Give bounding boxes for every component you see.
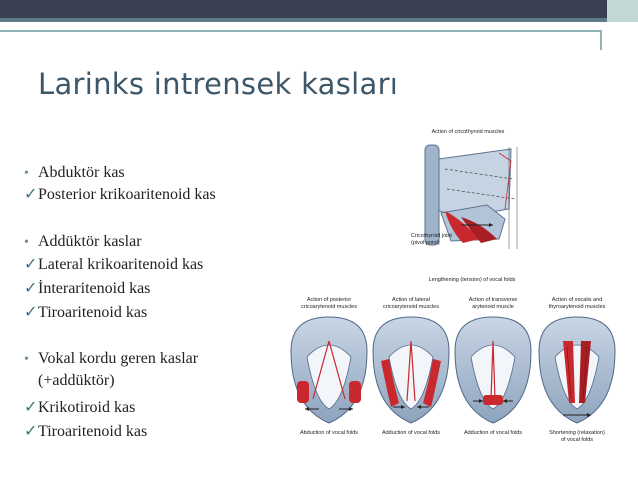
panel-title-transverse: Action of transverse arytenoid muscle: [468, 297, 518, 310]
panel-title-posterior: Action of posterior cricoarytenoid muscles: [301, 297, 357, 310]
top-bar-accent: [607, 0, 638, 22]
slide-title: Larinks intrensek kasları: [38, 67, 399, 101]
checkmark-icon: ✓: [24, 186, 38, 203]
bullet-item: [24, 164, 125, 183]
bullet-dot-icon: •: [24, 235, 29, 250]
bullet-item: [24, 350, 198, 369]
panel-title-lateral: Action of lateral cricoarytenoid muscles: [383, 297, 439, 310]
bullet-text: Abduktör kas: [38, 164, 125, 181]
larynx-panels: [283, 311, 623, 429]
panel-vocalis-thyroarytenoid: [539, 317, 615, 423]
bullet-item: [24, 372, 115, 390]
bullet-item: [24, 233, 142, 252]
bullet-text: Addüktör kaslar: [38, 233, 142, 250]
bullet-text: Krikotiroid kas: [38, 399, 136, 416]
bullet-item: [24, 423, 147, 441]
bullet-item: [24, 280, 150, 298]
panel-caption-lateral: Adduction of vocal folds: [381, 430, 441, 436]
panel-caption-posterior: Abduction of vocal folds: [299, 430, 359, 436]
checkmark-icon: ✓: [24, 423, 38, 440]
panel-title-vocalis: Action of vocalis and thyroarytenoid muscles: [548, 297, 606, 310]
bullet-item: [24, 256, 203, 274]
bullet-text: İnteraritenoid kas: [38, 280, 151, 297]
panel-posterior-cricoarytenoid: [291, 317, 367, 423]
checkmark-icon: ✓: [24, 399, 38, 416]
bullet-dot-icon: •: [24, 352, 29, 367]
panel-caption-vocalis: Shortening (relaxation) of vocal folds: [549, 430, 605, 443]
panel-lateral-cricoarytenoid: [373, 317, 449, 423]
bullet-text: Lateral krikoaritenoid kas: [38, 256, 204, 273]
cricothyroid-title: Action of cricothyroid muscles: [431, 129, 505, 135]
bullet-dot-icon: •: [24, 166, 29, 181]
bullet-text: Vokal kordu geren kaslar: [38, 350, 199, 367]
checkmark-icon: ✓: [24, 280, 38, 297]
checkmark-icon: ✓: [24, 256, 38, 273]
bullet-item: [24, 399, 135, 417]
top-bar-dark: [0, 0, 638, 18]
bullet-text: Tiroaritenoid kas: [38, 304, 148, 321]
frame-line-right: [600, 30, 602, 50]
top-bar-stripe: [0, 18, 638, 22]
bullet-item: [24, 304, 147, 322]
bullet-text: Posterior krikoaritenoid kas: [38, 186, 216, 203]
panel-transverse-arytenoid: [455, 317, 531, 423]
cricothyroid-caption: Lengthening (tension) of vocal folds: [428, 277, 516, 283]
top-bar: [0, 0, 638, 22]
checkmark-icon: ✓: [24, 304, 38, 321]
panel-caption-transverse: Adduction of vocal folds: [463, 430, 523, 436]
laryngeal-muscles-figure: [283, 125, 623, 455]
frame-line-top: [0, 30, 600, 32]
cricothyroid-joint-label: Cricothyroid joint (pivot point): [411, 233, 452, 246]
bullet-text: Tiroaritenoid kas: [38, 423, 148, 440]
bullet-item: [24, 186, 216, 204]
bullet-text: (+addüktör): [38, 372, 115, 389]
